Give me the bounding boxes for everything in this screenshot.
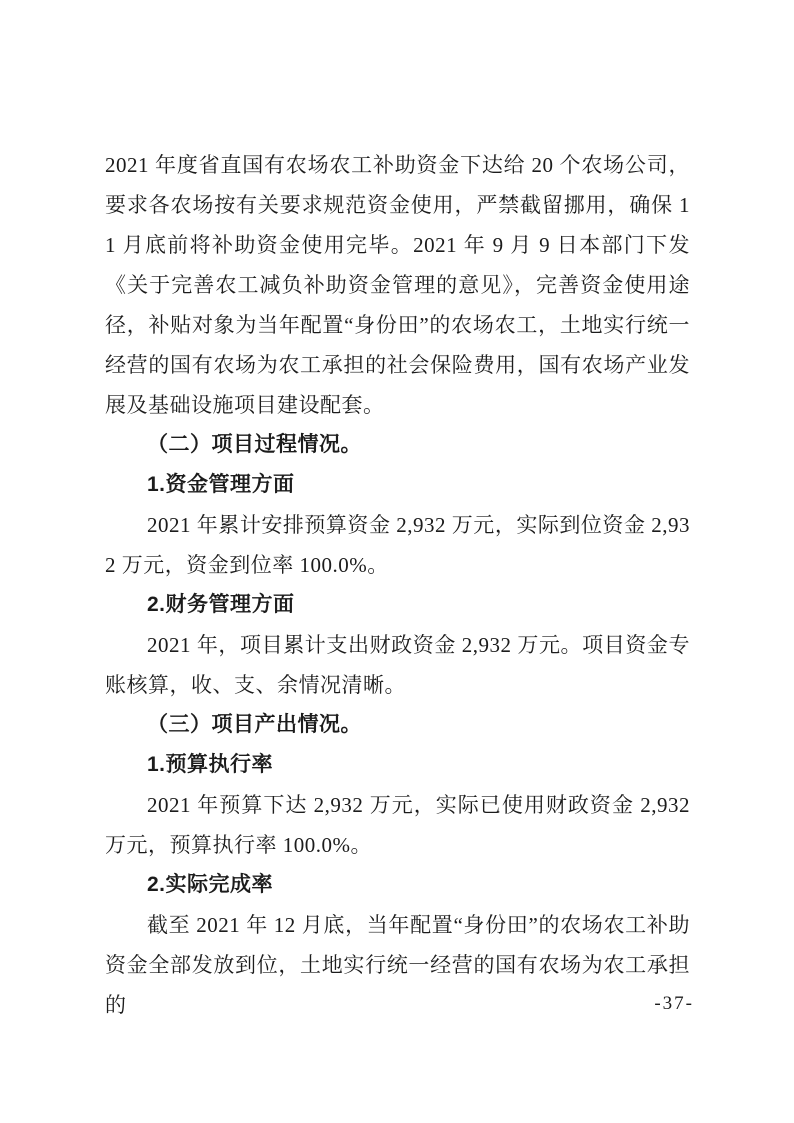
subsection-heading: 2.实际完成率 — [147, 873, 274, 896]
paragraph: 截至 2021 年 12 月底，当年配置“身份田”的农场农工补助资金全部发放到位，土地实行统一经营的国有农场为农工承担的 — [105, 913, 690, 1017]
section-heading: （三）项目产出情况。 — [147, 713, 362, 736]
subsection-heading: 1.预算执行率 — [147, 753, 274, 776]
document-body — [105, 145, 690, 1025]
paragraph: 2021 年度省直国有农场农工补助资金下达给 20 个农场公司，要求各农场按有关要求规范资金使用，严禁截留挪用，确保 11 月底前将补助资金使用完毕。2021 年 9 月 9 日本部门下发《关于完善农工减负补助资金管理的意见》，完善资金使用途径，补贴对象为当年配置“身份田”的农场农工，土地实行统一经营的国有农场为农工承担的社会保险费用，国有农场产业发展及基础设施项目建设配套。 — [105, 153, 690, 417]
subsection-heading: 2.财务管理方面 — [147, 593, 295, 616]
section-heading: （二）项目过程情况。 — [147, 433, 362, 456]
paragraph: 2021 年累计安排预算资金 2,932 万元，实际到位资金 2,932 万元，资金到位率 100.0%。 — [105, 513, 690, 577]
paragraph: 2021 年预算下达 2,932 万元，实际已使用财政资金 2,932 万元，预算执行率 100.0%。 — [105, 793, 690, 857]
page-number: -37- — [654, 993, 694, 1014]
subsection-heading: 1.资金管理方面 — [147, 473, 295, 496]
paragraph: 2021 年，项目累计支出财政资金 2,932 万元。项目资金专账核算，收、支、余情况清晰。 — [105, 633, 690, 697]
